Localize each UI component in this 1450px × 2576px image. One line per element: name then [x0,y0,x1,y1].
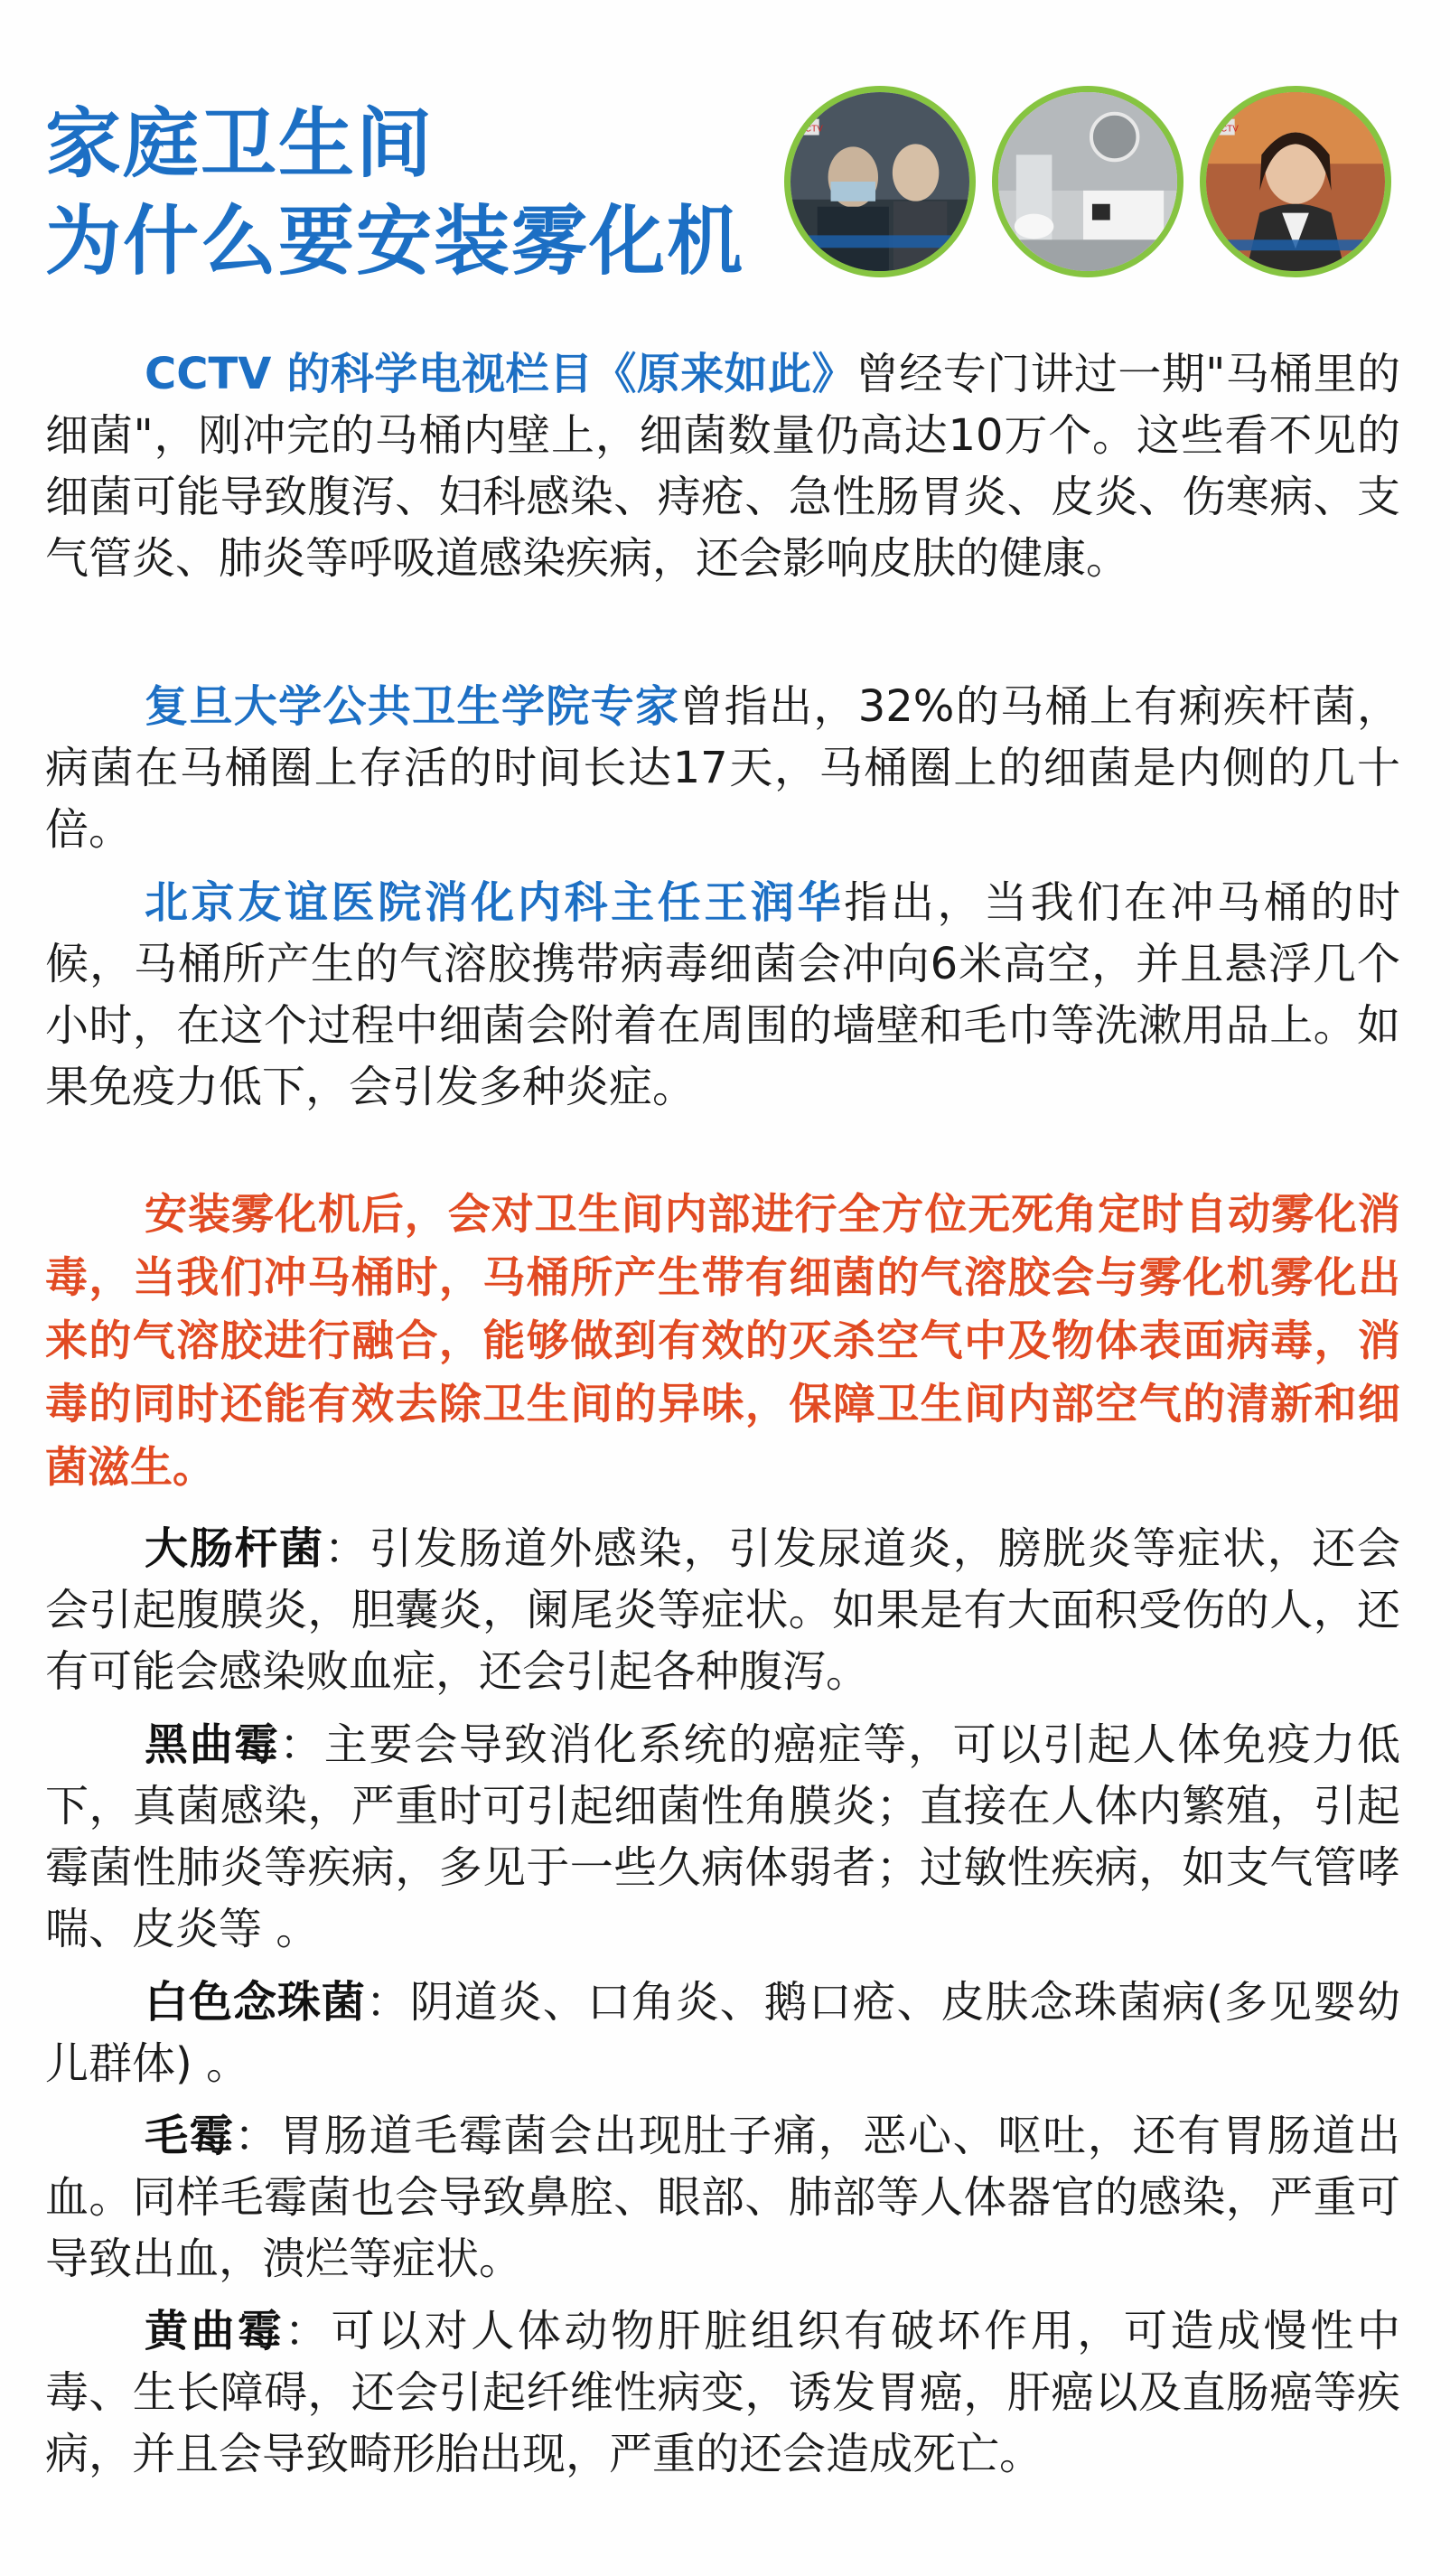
tv-host-photo [1200,86,1391,277]
photo-strip [784,86,1399,294]
paragraph-aspergillus-flavus [45,2300,1400,2485]
paragraph-fudan [45,676,1400,860]
ecoli-text: ：引发肠道外感染，引发尿道炎，膀胱炎等症状，还会会引起腹膜炎，胆囊炎，阑尾炎等症状。如果是有大面积受伤的人，还有可能会感染败血症，还会引起各种腹泻。 [45,1523,1400,1697]
cctv-text: 曾经专门讲过一期"马桶里的细菌"，刚冲完的马桶内壁上，细菌数量仍高达10万个。这些看不见的细菌可能导致腹泻、妇科感染、痔疮、急性肠胃炎、皮炎、伤寒病、支气管炎、肺炎等呼吸道感染疾病，还会影响皮肤的健康。 [45,349,1400,584]
flavus-text: ：可以对人体动物肝脏组织有破坏作用，可造成慢性中毒、生长障碍，还会引起纤维性病变，诱发胃癌，肝癌以及直肠癌等疾病，并且会导致畸形胎出现，严重的还会造成死亡。 [45,2306,1400,2479]
bathroom-photo [992,86,1183,277]
flavus-lead: 黄曲霉 [145,2306,285,2356]
atomizer-benefit-paragraph: 安装雾化机后，会对卫生间内部进行全方位无死角定时自动雾化消毒，当我们冲马桶时，马桶所产生带有细菌的气溶胶会与雾化机雾化出来的气溶胶进行融合，能够做到有效的灭杀空气中及物体表面病毒，消毒的同时还能有效去除卫生间的异味，保障卫生间内部空气的清新和细菌滋生。 [45,1190,1400,1493]
ecoli-lead: 大肠杆菌 [145,1523,324,1574]
mucor-lead: 毛霉 [145,2111,235,2161]
candida-lead: 白色念珠菌 [145,1977,366,2028]
paragraph-beijing [45,872,1400,1118]
title-line-2: 为什么要安装雾化机 [45,197,745,286]
beijing-text: 指出，当我们在冲马桶的时候，马桶所产生的气溶胶携带病毒细菌会冲向6米高空，并且悬浮几个小时，在这个过程中细菌会附着在周围的墙壁和毛巾等洗漱用品上。如果免疫力低下，会引发多种炎症。 [45,877,1400,1112]
fudan-lead: 复旦大学公共卫生学院专家 [145,681,680,732]
candida-text: ：阴道炎、口角炎、鹅口疮、皮肤念珠菌病(多见婴幼儿群体) 。 [45,1977,1400,2089]
cctv-logo: CCTV [798,124,823,135]
paragraph-cctv [45,343,1400,589]
paragraph-candida [45,1972,1400,2094]
paragraph-mucor [45,2105,1400,2290]
tv-host-image [1206,92,1385,271]
news-interview-image [790,92,969,271]
news-interview-photo [784,86,976,277]
cctv-lead: CCTV 的科学电视栏目《原来如此》 [145,349,856,399]
cctv-logo: CCTV [1213,124,1239,135]
beijing-lead: 北京友谊医院消化内科主任王润华 [145,877,845,928]
niger-lead: 黑曲霉 [145,1719,280,1770]
bathroom-image [998,92,1177,271]
header [45,95,786,312]
mucor-text: ：胃肠道毛霉菌会出现肚子痛，恶心、呕吐，还有胃肠道出血。同样毛霉菌也会导致鼻腔、眼部、肺部等人体器官的感染，严重可导致出血，溃烂等症状。 [45,2111,1400,2284]
niger-text: ：主要会导致消化系统的癌症等，可以引起人体免疫力低下，真菌感染，严重时可引起细菌性角膜炎；直接在人体内繁殖，引起霉菌性肺炎等疾病，多见于一些久病体弱者；过敏性疾病，如支气管哮喘、皮炎等 。 [45,1719,1400,1954]
fudan-text: 曾指出，32%的马桶上有痢疾杆菌，病菌在马桶圈上存活的时间长达17天，马桶圈上的细菌是内侧的几十倍。 [45,681,1400,855]
paragraph-ecoli [45,1518,1400,1702]
paragraph-aspergillus-niger [45,1714,1400,1960]
title-line-1: 家庭卫生间 [45,99,435,188]
